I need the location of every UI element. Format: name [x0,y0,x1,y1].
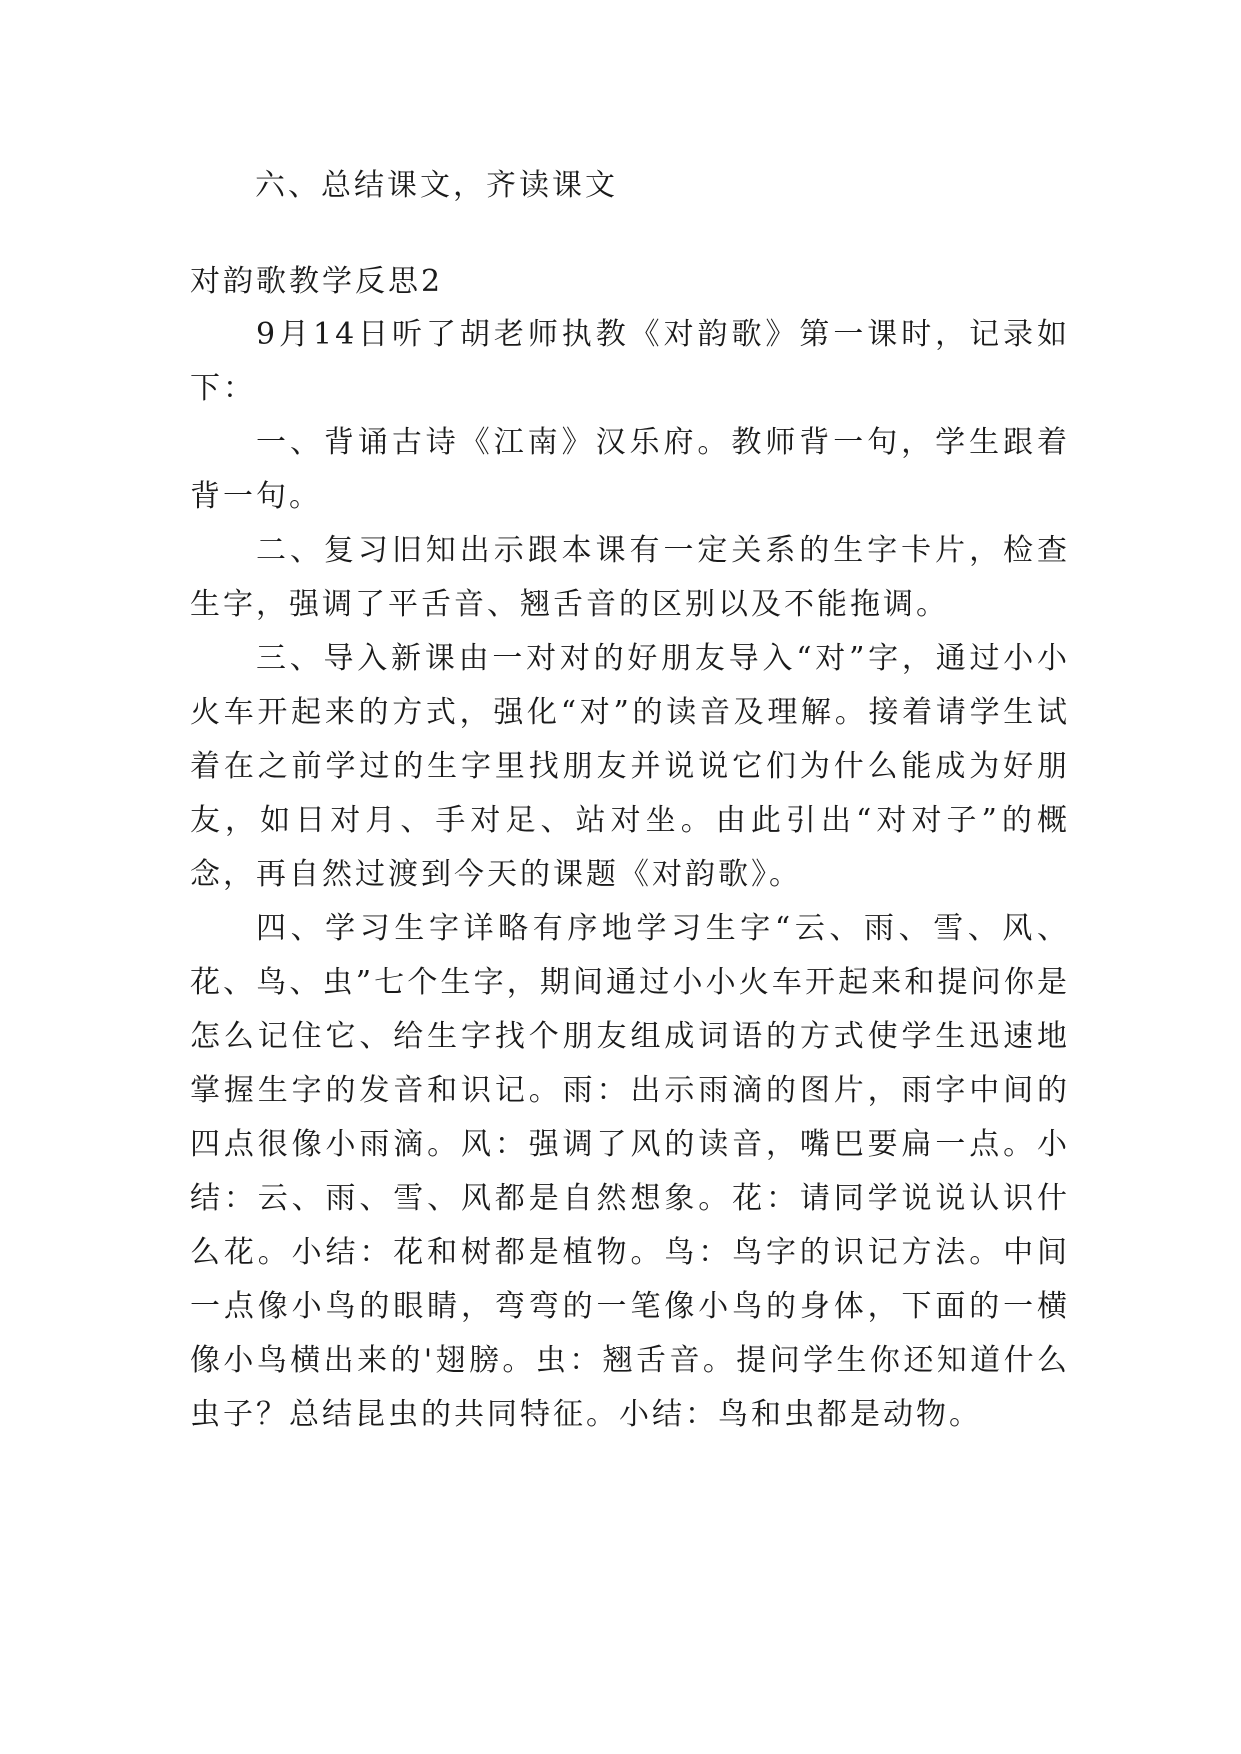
article-title: 对韵歌教学反思2 [190,264,444,299]
paragraph-three: 三、导入新课由一对对的好朋友导入“对”字，通过小小火车开起来的方式，强化“对”的读音及理解。接着请学生试着在之前学过的生字里找朋友并说说它们为什么能成为好朋友，如日对月、手对足、站对坐。由此引出“对对子”的概念，再自然过渡到今天的课题《对韵歌》。 [190,641,1070,892]
paragraph-one: 一、背诵古诗《江南》汉乐府。教师背一句，学生跟着背一句。 [190,425,1070,514]
paragraph-two: 二、复习旧知出示跟本课有一定关系的生字卡片，检查生字，强调了平舌音、翘舌音的区别以及不能拖调。 [190,533,1070,622]
section-heading-six: 六、总结课文，齐读课文 [255,168,618,203]
paragraph-intro: 9月14日听了胡老师执教《对韵歌》第一课时，记录如下： [190,317,1070,406]
paragraph-four: 四、学习生字详略有序地学习生字“云、雨、雪、风、花、鸟、虫”七个生字，期间通过小小火车开起来和提问你是怎么记住它、给生字找个朋友组成词语的方式使学生迅速地掌握生字的发音和识记。雨：出示雨滴的图片，雨字中间的四点很像小雨滴。风：强调了风的读音，嘴巴要扁一点。小结：云、雨、雪、风都是自然想象。花：请同学说说认识什么花。小结：花和树都是植物。鸟：鸟字的识记方法。中间一点像小鸟的眼睛，弯弯的一笔像小鸟的身体，下面的一横像小鸟横出来的'翅膀。虫：翘舌音。提问学生你还知道什么虫子？总结昆虫的共同特征。小结：鸟和虫都是动物。 [190,911,1070,1432]
